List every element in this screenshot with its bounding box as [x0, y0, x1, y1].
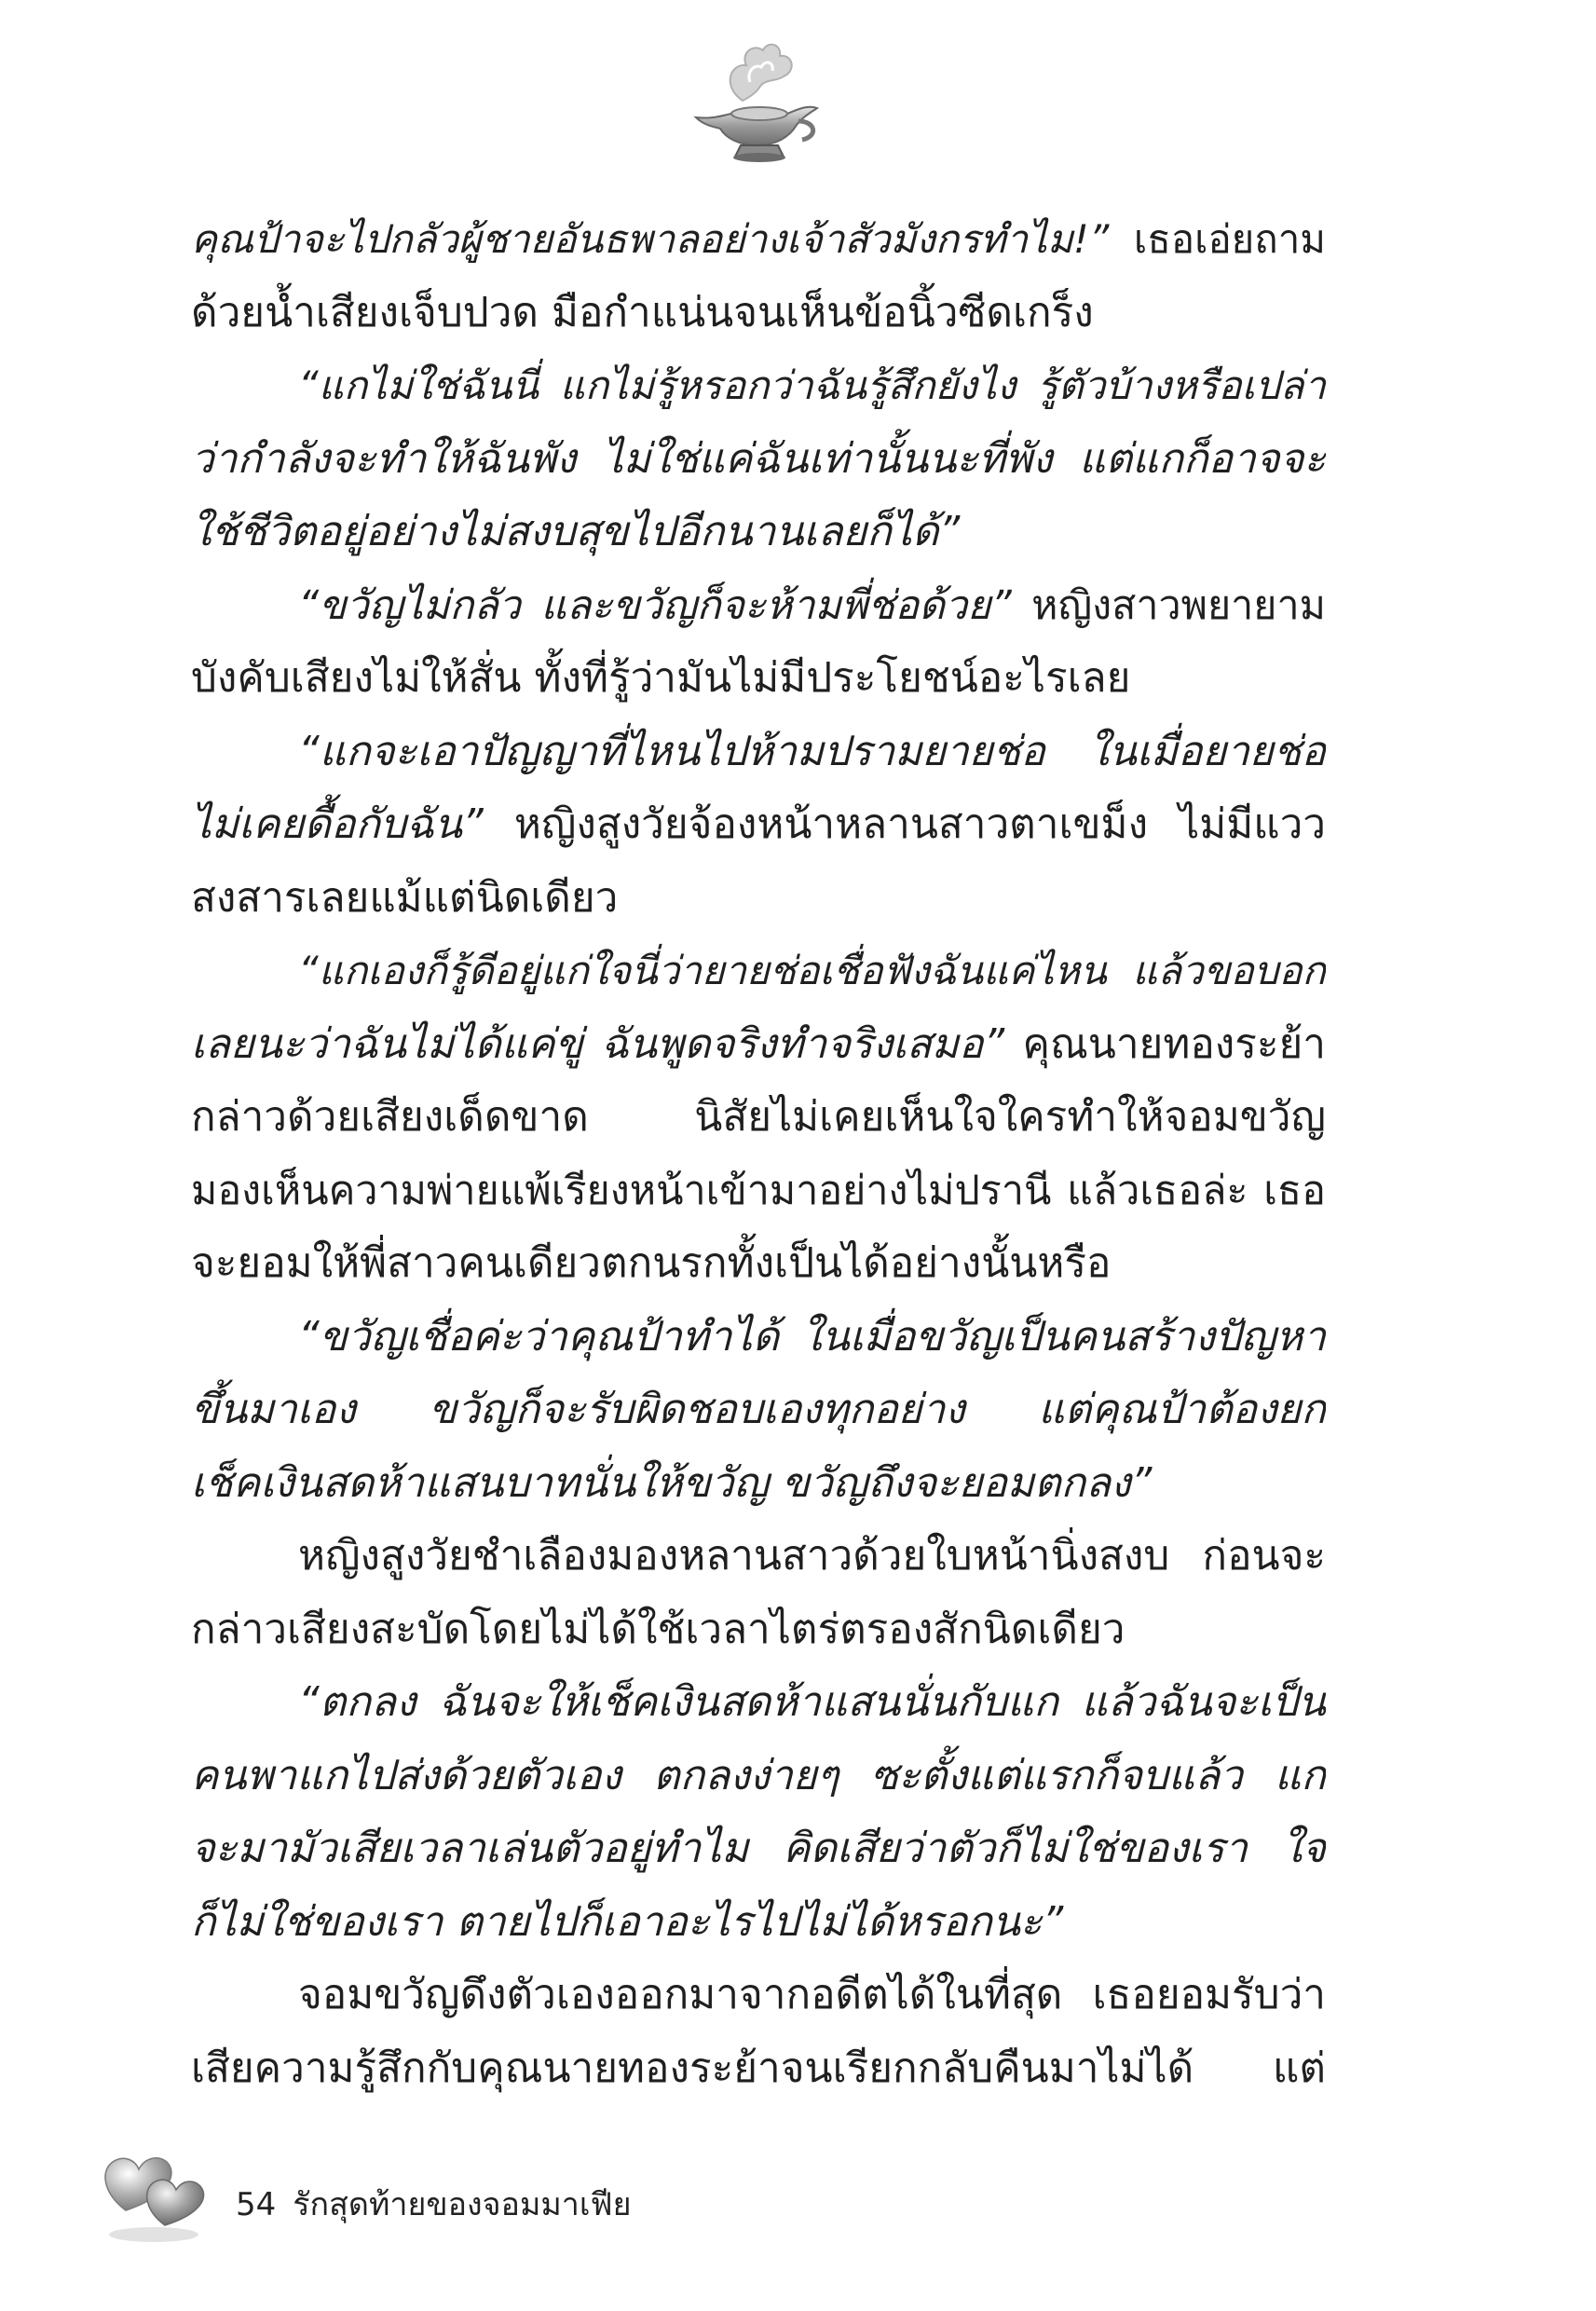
- text-line: [191, 1081, 1326, 1155]
- text-line: [191, 349, 1326, 423]
- text-line: [191, 862, 1326, 936]
- text-line: [191, 1666, 1326, 1740]
- narration-text: ด้วยน้ำเสียงเจ็บปวด มือกำแน่นจนเห็นข้อนิ้วซีดเกร็ง: [191, 288, 1094, 336]
- text-line: [191, 203, 1326, 277]
- narration-text: เสียความรู้สึกกับคุณนายทองระย้าจนเรียกกลับคืนมาไม่ได้ แต่: [191, 2044, 1326, 2092]
- book-title: รักสุดท้ายของจอมมาเฟีย: [293, 2186, 632, 2223]
- text-line: [191, 1593, 1326, 1667]
- text-line: [191, 788, 1326, 862]
- text-line: [191, 1886, 1326, 1960]
- page-footer: [98, 2125, 750, 2264]
- text-line: [191, 277, 1326, 350]
- text-line: [191, 496, 1326, 569]
- text-line: [191, 1301, 1326, 1374]
- text-line: [191, 1227, 1326, 1301]
- text-line: [191, 1740, 1326, 1813]
- narration-text: กล่าวเสียงสะบัดโดยไม่ได้ใช้เวลาไตร่ตรองสักนิดเดียว: [191, 1605, 1125, 1653]
- dialogue-text: คุณป้าจะไปกลัวผู้ชายอันธพาลอย่างเจ้าสัวมังกรทำไม!”: [191, 216, 1110, 262]
- text-line: [191, 1812, 1326, 1886]
- text-line: [191, 935, 1326, 1008]
- text-line: [191, 716, 1326, 789]
- dialogue-text: เช็คเงินสดห้าแสนบาทนั่นให้ขวัญ ขวัญถึงจะยอมตกลง”: [191, 1458, 1153, 1507]
- narration-text: หญิงสาวพยายาม: [1011, 581, 1326, 629]
- dialogue-text: ว่ากำลังจะทำให้ฉันพัง ไม่ใช่แค่ฉันเท่านั้นนะที่พัง แต่แกก็อาจจะ: [191, 434, 1326, 483]
- narration-text: มองเห็นความพ่ายแพ้เรียงหน้าเข้ามาอย่างไม่ปรานี แล้วเธอล่ะ เธอ: [191, 1167, 1326, 1214]
- dialogue-text: “ขวัญเชื่อค่ะว่าคุณป้าทำได้ ในเมื่อขวัญเป็นคนสร้างปัญหา: [298, 1312, 1326, 1361]
- dialogue-text: ไม่เคยดื้อกับฉัน”: [191, 800, 484, 848]
- text-line: [191, 569, 1326, 643]
- dialogue-text: “แกจะเอาปัญญาที่ไหนไปห้ามปรามยายช่อ ในเมื่อยายช่อ: [298, 727, 1326, 775]
- hearts-icon: [98, 2125, 210, 2246]
- text-line: [191, 1374, 1326, 1447]
- dialogue-text: “แกไม่ใช่ฉันนี่ แกไม่รู้หรอกว่าฉันรู้สึกยังไง รู้ตัวบ้างหรือเปล่า: [298, 362, 1326, 408]
- text-line: [191, 1520, 1326, 1593]
- text-line: [191, 1155, 1326, 1228]
- narration-text: จอมขวัญดึงตัวเองออกมาจากอดีตได้ในที่สุด เธอยอมรับว่า: [298, 1971, 1326, 2018]
- narration-text: สงสารเลยแม้แต่นิดเดียว: [191, 873, 619, 922]
- genie-lamp-icon: [685, 35, 825, 166]
- text-line: [191, 1008, 1326, 1082]
- text-line: [191, 1447, 1326, 1521]
- dialogue-text: “ตกลง ฉันจะให้เช็คเงินสดห้าแสนนั่นกับแก แล้วฉันจะเป็น: [298, 1678, 1326, 1726]
- narration-text: หญิงสูงวัยจ้องหน้าหลานสาวตาเขม็ง ไม่มีแวว: [483, 800, 1326, 848]
- footer-text: [236, 2179, 648, 2229]
- narration-text: บังคับเสียงไม่ให้สั่น ทั้งที่รู้ว่ามันไม่มีประโยชน์อะไรเลย: [191, 654, 1131, 702]
- page-number: 54: [236, 2186, 277, 2223]
- body-text: [191, 203, 1326, 2105]
- text-line: [191, 2032, 1326, 2106]
- dialogue-text: จะมามัวเสียเวลาเล่นตัวอยู่ทำไม คิดเสียว่าตัวก็ไม่ใช่ของเรา ใจ: [191, 1825, 1326, 1872]
- text-line: [191, 642, 1326, 716]
- text-line: [191, 1959, 1326, 2032]
- narration-text: กล่าวด้วยเสียงเด็ดขาด นิสัยไม่เคยเห็นใจใครทำให้จอมขวัญ: [191, 1093, 1326, 1141]
- narration-text: คุณนายทองระย้า: [1004, 1019, 1326, 1068]
- dialogue-text: คนพาแกไปส่งด้วยตัวเอง ตกลงง่ายๆ ซะตั้งแต่แรกก็จบแล้ว แก: [191, 1751, 1326, 1799]
- dialogue-text: เลยนะว่าฉันไม่ได้แค่ขู่ ฉันพูดจริงทำจริงเสมอ”: [191, 1019, 1005, 1068]
- narration-text: หญิงสูงวัยชำเลืองมองหลานสาวด้วยใบหน้านิ่งสงบ ก่อนจะ: [298, 1532, 1326, 1579]
- dialogue-text: ขึ้นมาเอง ขวัญก็จะรับผิดชอบเองทุกอย่าง แต่คุณป้าต้องยก: [191, 1386, 1326, 1433]
- narration-text: เธอเอ่ยถาม: [1109, 216, 1326, 262]
- narration-text: จะยอมให้พี่สาวคนเดียวตกนรกทั้งเป็นได้อย่างนั้นหรือ: [191, 1239, 1112, 1287]
- dialogue-text: ใช้ชีวิตอยู่อย่างไม่สงบสุขไปอีกนานเลยก็ได้”: [191, 508, 961, 555]
- dialogue-text: “ขวัญไม่กลัว และขวัญก็จะห้ามพี่ช่อด้วย”: [298, 581, 1012, 629]
- dialogue-text: ก็ไม่ใช่ของเรา ตายไปก็เอาอะไรไปไม่ได้หรอกนะ”: [191, 1897, 1064, 1946]
- text-line: [191, 423, 1326, 497]
- dialogue-text: “แกเองก็รู้ดีอยู่แก่ใจนี่ว่ายายช่อเชื่อฟังฉันแค่ไหน แล้วขอบอก: [298, 948, 1326, 993]
